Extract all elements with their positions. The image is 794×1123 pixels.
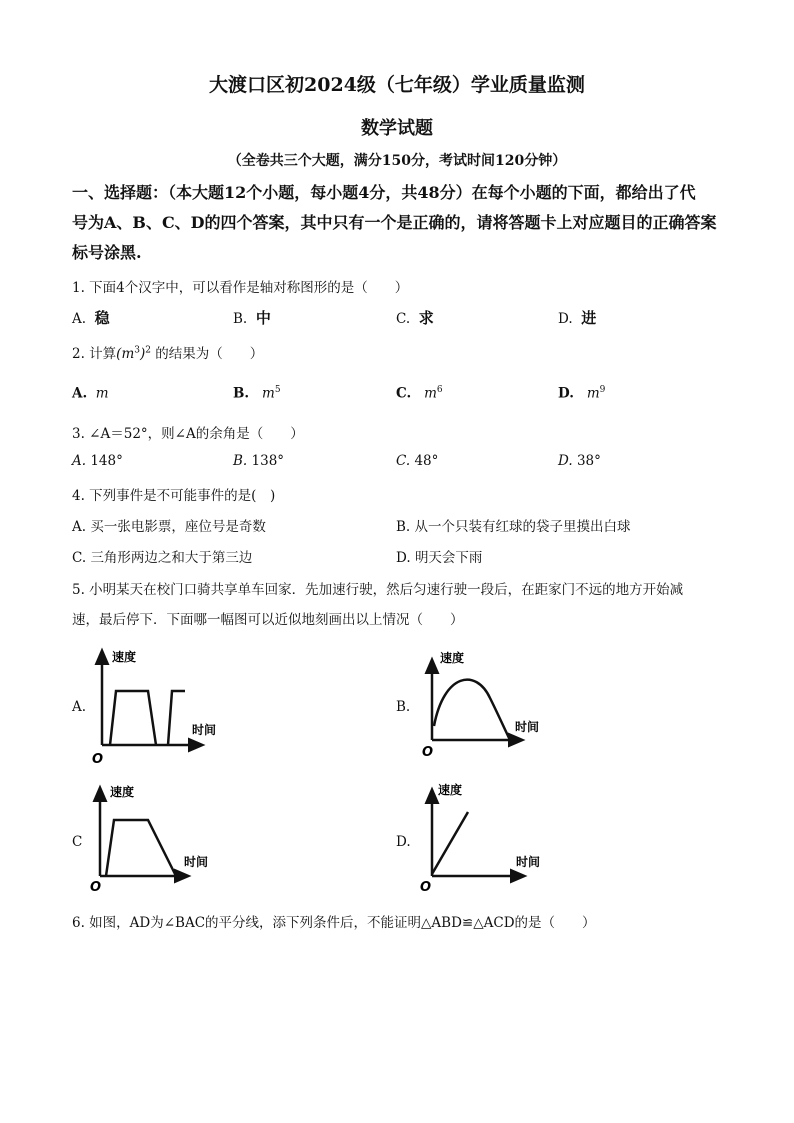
exam-subject: 数学试题 [361, 118, 433, 139]
origin-label: O [420, 880, 432, 895]
y-axis-label: 速度 [438, 783, 463, 797]
x-axis-label: 时间 [515, 720, 540, 734]
option-label: D. [558, 311, 573, 327]
option-exp: 9 [599, 385, 606, 395]
graph-d-label: D. [396, 834, 411, 850]
y-axis-label: 速度 [110, 785, 135, 799]
q2-option-c [396, 385, 443, 402]
option-text: 38° [576, 453, 601, 469]
option-text: 明天会下雨 [414, 550, 483, 566]
q2-expr-inner-exp: 3 [134, 345, 140, 356]
origin-label: O [92, 752, 104, 767]
option-base: m [262, 385, 275, 402]
graph-c [88, 780, 238, 895]
q3-option-d [558, 453, 601, 469]
option-text: 48° [414, 453, 439, 469]
graph-b-label: B. [396, 699, 411, 715]
speed-curve [432, 812, 468, 874]
option-text: 稳 [94, 309, 110, 327]
exam-title: 大渡口区初2024级（七年级）学业质量监测 [209, 74, 585, 96]
q2-expr-base: (m [116, 346, 135, 362]
option-exp: 6 [436, 385, 443, 395]
option-text: 138° [251, 453, 285, 469]
graph-c-label: C [72, 834, 83, 850]
section1-line2: 号为A、B、C、D的四个答案，其中只有一个是正确的，请将答题卡上对应题目的正确答案 [72, 213, 717, 232]
q3-option-c [396, 453, 438, 469]
speed-curve [110, 691, 156, 745]
section1-line3: 标号涂黑. [72, 243, 142, 262]
q3-option-a [72, 453, 123, 469]
option-exp: 5 [274, 385, 281, 395]
speed-curve [434, 680, 510, 740]
option-label: A. [72, 453, 87, 469]
option-text: 中 [255, 309, 271, 327]
q1-option-c [396, 307, 434, 328]
exam-note: （全卷共三个大题，满分150分，考试时间120分钟） [227, 153, 567, 169]
y-axis-label: 速度 [112, 650, 137, 664]
q4-option-b [396, 515, 631, 535]
option-text: 求 [418, 309, 434, 327]
option-base: m [424, 385, 437, 402]
q2-stem [72, 342, 263, 362]
speed-curve [106, 820, 176, 876]
q4-option-d [396, 546, 482, 566]
graph-b [420, 648, 570, 768]
option-label: B. [233, 453, 248, 469]
origin-label: O [422, 745, 434, 760]
option-label: C. [72, 550, 87, 566]
option-text: 进 [581, 309, 597, 327]
option-label: D. [558, 453, 573, 469]
q2-option-d [558, 385, 605, 402]
option-label: D. [396, 550, 411, 566]
q1-option-b [233, 307, 271, 328]
q2-stem-pre: 2. 计算 [72, 346, 117, 362]
graph-d [420, 778, 570, 898]
option-text: 买一张电影票，座位号是奇数 [90, 519, 266, 535]
option-label: B. [396, 519, 411, 535]
x-axis-label: 时间 [516, 855, 541, 869]
option-label: C. [396, 385, 412, 402]
option-label: D. [558, 385, 574, 402]
option-label: A. [72, 311, 87, 327]
section1-line1: 一、选择题：（本大题12个小题，每小题4分，共48分）在每个小题的下面，都给出了代 [72, 183, 696, 202]
q3-stem: 3. ∠A＝52°，则∠A的余角是（ ） [72, 426, 304, 442]
origin-label: O [90, 880, 102, 895]
q2-option-b [233, 385, 281, 402]
q1-stem: 1. 下面4个汉字中，可以看作是轴对称图形的是（ ） [72, 280, 409, 296]
x-axis-label: 时间 [184, 855, 209, 869]
option-label: C. [396, 311, 411, 327]
q3-option-b [233, 453, 284, 469]
option-label: A. [72, 519, 87, 535]
q5-line2: 速，最后停下．下面哪一幅图可以近似地刻画出以上情况（ ） [72, 612, 464, 628]
q1-option-d [558, 307, 596, 328]
option-text: 148° [90, 453, 123, 469]
graph-a-label: A. [72, 699, 87, 715]
speed-curve-2 [168, 691, 185, 745]
q4-option-c [72, 546, 252, 566]
option-text: 从一个只装有红球的袋子里摸出白球 [414, 519, 631, 535]
option-label: A. [72, 385, 88, 402]
x-axis-label: 时间 [192, 723, 217, 737]
y-axis-label: 速度 [440, 651, 465, 665]
graph-a [90, 645, 240, 770]
option-label: C. [396, 453, 411, 469]
q2-stem-post: 的结果为（ ） [155, 346, 264, 362]
q5-line1: 5. 小明某天在校门口骑共享单车回家．先加速行驶，然后匀速行驶一段后，在距家门不远的地方开始减 [72, 582, 684, 598]
q4-option-a [72, 515, 266, 535]
option-base: m [586, 385, 600, 402]
option-text: 三角形两边之和大于第三边 [90, 550, 253, 566]
option-base: m [95, 385, 109, 402]
q2-option-a [72, 385, 109, 402]
option-label: B. [233, 311, 248, 327]
q2-expr-outer-exp: 2 [145, 345, 151, 356]
q2-expr-close: ) [139, 346, 146, 362]
q4-stem: 4. 下列事件是不可能事件的是( ) [72, 488, 276, 504]
q1-option-a [72, 307, 110, 328]
option-label: B. [233, 385, 250, 402]
q6-stem: 6. 如图，AD为∠BAC的平分线，添下列条件后，不能证明△ABD≌△ACD的是（ ） [72, 915, 596, 931]
